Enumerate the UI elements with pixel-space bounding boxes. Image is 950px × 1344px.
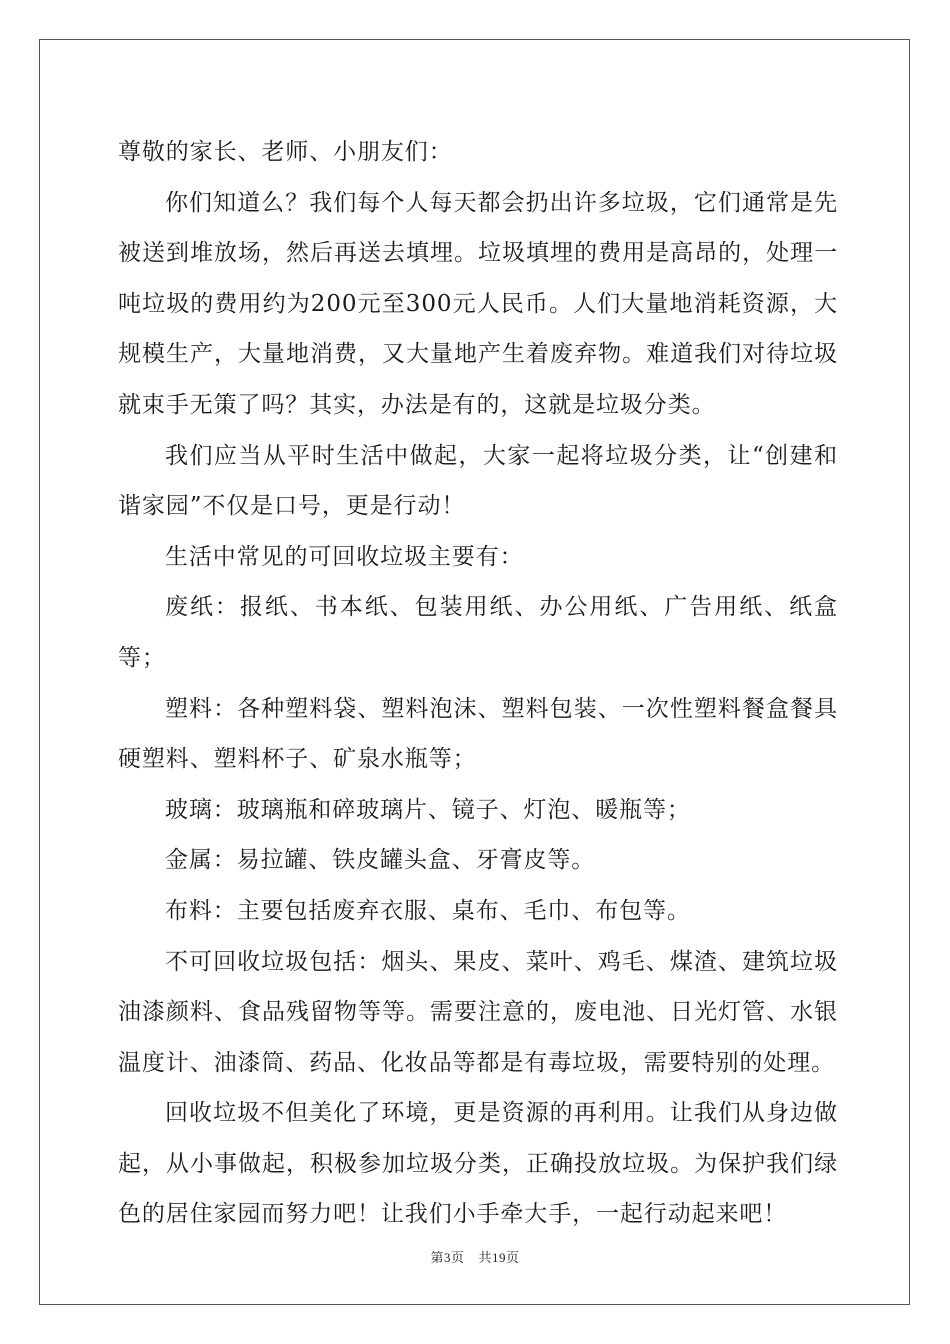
paragraph-closing: 回收垃圾不但美化了环境，更是资源的再利用。让我们从身边做起，从小事做起，积极参加垃圾分类，正确投放垃圾。为保护我们绿色的居住家园而努力吧！让我们小手牵大手，一起行动起来吧！ <box>118 1100 838 1228</box>
paragraph-garbage-intro: 你们知道么？我们每个人每天都会扔出许多垃圾，它们通常是先被送到堆放场，然后再送去填埋。垃圾填埋的费用是高昂的，处理一吨垃圾的费用约为200元至300元人民币。人们大量地消耗资源，大规模生产，大量地消费，又大量地产生着废弃物。难道我们对待垃圾就束手无策了吗？其实，办法是有的，这就是垃圾分类。 <box>118 189 838 418</box>
paragraph-plastic: 塑料：各种塑料袋、塑料泡沫、塑料包装、一次性塑料餐盒餐具硬塑料、塑料杯子、矿泉水瓶等； <box>118 695 838 773</box>
paragraph-fabric: 布料：主要包括废弃衣服、桌布、毛巾、布包等。 <box>165 897 691 924</box>
page-footer <box>0 1247 950 1266</box>
paragraph-start-sorting: 我们应当从平时生活中做起，大家一起将垃圾分类，让“创建和谐家园”不仅是口号，更是行动！ <box>118 442 838 520</box>
paragraph-non-recyclable: 不可回收垃圾包括：烟头、果皮、菜叶、鸡毛、煤渣、建筑垃圾油漆颜料、食品残留物等等。需要注意的，废电池、日光灯管、水银温度计、油漆筒、药品、化妆品等都是有毒垃圾，需要特别的处理。 <box>118 948 838 1076</box>
total-page-count: 共19页 <box>478 1250 520 1265</box>
paragraph-paper: 废纸：报纸、书本纸、包装用纸、办公用纸、广告用纸、纸盒等； <box>118 594 838 671</box>
salutation: 尊敬的家长、老师、小朋友们： <box>118 139 453 165</box>
paragraph-recyclable-heading: 生活中常见的可回收垃圾主要有： <box>165 543 524 570</box>
current-page-number: 第3页 <box>430 1250 465 1265</box>
paragraph-glass: 玻璃：玻璃瓶和碎玻璃片、镜子、灯泡、暖瓶等； <box>165 796 691 823</box>
document-body <box>118 127 838 1240</box>
paragraph-metal: 金属：易拉罐、铁皮罐头盒、牙膏皮等。 <box>165 847 596 874</box>
